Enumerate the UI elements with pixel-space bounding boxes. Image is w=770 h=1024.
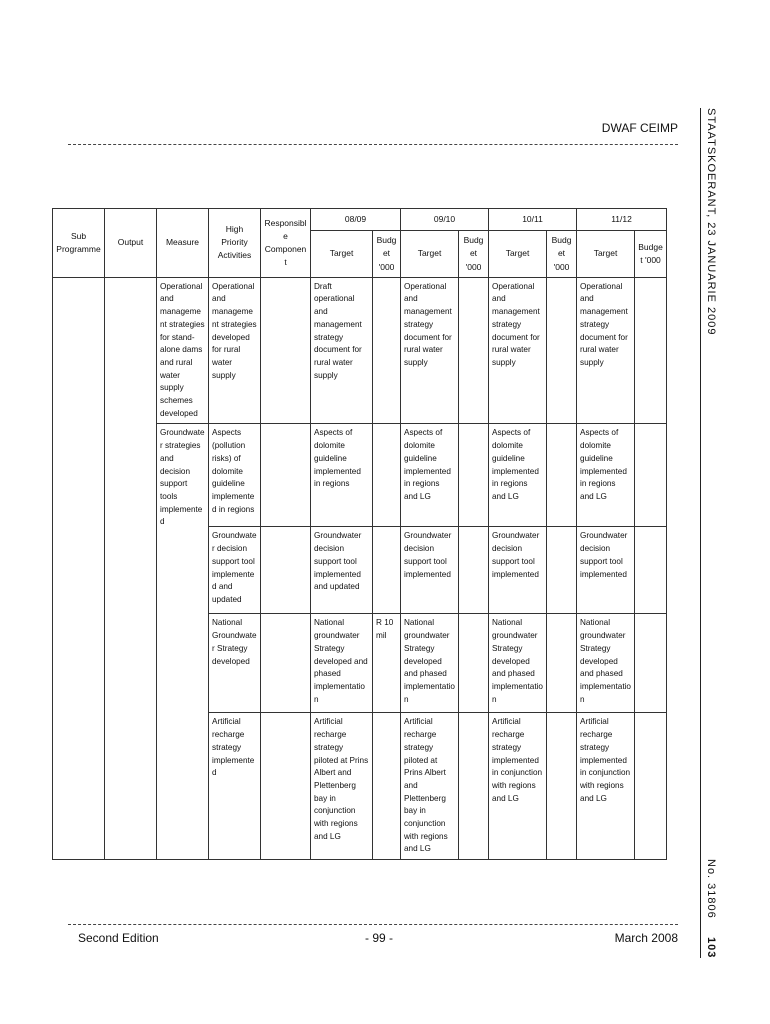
target-cell: Artificial recharge strategy implemented in conjunction with regions and LG bbox=[577, 713, 635, 860]
budget-cell bbox=[373, 277, 401, 424]
col-year-2: 09/10 bbox=[401, 209, 489, 231]
budget-cell bbox=[635, 424, 667, 527]
col-component: Responsible Component bbox=[261, 209, 311, 278]
target-cell: Aspects of dolomite guideline implemented in regions and LG bbox=[489, 424, 547, 527]
budget-cell bbox=[635, 527, 667, 614]
activity-cell: Groundwater decision support tool implemented and updated bbox=[209, 527, 261, 614]
document-code: DWAF CEIMP bbox=[601, 121, 678, 135]
col-activities: High Priority Activities bbox=[209, 209, 261, 278]
target-cell: National groundwater Strategy developed and phased implementation bbox=[489, 614, 547, 713]
budget-cell bbox=[459, 713, 489, 860]
footer-date: March 2008 bbox=[614, 931, 678, 945]
budget-cell bbox=[547, 277, 577, 424]
component-cell bbox=[261, 277, 311, 424]
table-row bbox=[53, 277, 667, 424]
measure-cell: Operational and management strategies for stand-alone dams and rural water supply schemes developed bbox=[157, 277, 209, 424]
budget-cell bbox=[459, 424, 489, 527]
target-cell: Groundwater decision support tool implemented and updated bbox=[311, 527, 373, 614]
header-row bbox=[53, 209, 667, 231]
target-cell: Artificial recharge strategy piloted at Prins Albert and Plettenberg bay in conjunction with regions and LG bbox=[401, 713, 459, 860]
col-target-4: Target bbox=[577, 231, 635, 278]
activity-cell: Operational and management strategies developed for rural water supply bbox=[209, 277, 261, 424]
budget-cell bbox=[373, 713, 401, 860]
component-cell bbox=[261, 614, 311, 713]
gazette-sidebar bbox=[700, 108, 722, 958]
target-cell: Operational and management strategy document for rural water supply bbox=[489, 277, 547, 424]
target-cell: Groundwater decision support tool implemented bbox=[577, 527, 635, 614]
budget-cell bbox=[635, 713, 667, 860]
component-cell bbox=[261, 713, 311, 860]
budget-cell: R 10 mil bbox=[373, 614, 401, 713]
output-cell bbox=[105, 277, 157, 859]
target-cell: National groundwater Strategy developed and phased implementation bbox=[577, 614, 635, 713]
component-cell bbox=[261, 527, 311, 614]
budget-cell bbox=[459, 614, 489, 713]
gazette-title: STAATSKOERANT, 23 JANUARIE 2009 bbox=[705, 108, 717, 336]
budget-cell bbox=[373, 527, 401, 614]
col-sub-programme: Sub Programme bbox=[53, 209, 105, 278]
col-target-1: Target bbox=[311, 231, 373, 278]
col-year-1: 08/09 bbox=[311, 209, 401, 231]
budget-cell bbox=[547, 614, 577, 713]
budget-cell bbox=[635, 277, 667, 424]
target-cell: Draft operational and management strategy document for rural water supply bbox=[311, 277, 373, 424]
footer-page-number: - 99 - bbox=[365, 931, 394, 945]
budget-cell bbox=[547, 527, 577, 614]
col-budget-4: Budget '000 bbox=[635, 231, 667, 278]
budget-cell bbox=[635, 614, 667, 713]
col-target-2: Target bbox=[401, 231, 459, 278]
budget-cell bbox=[547, 424, 577, 527]
footer-divider bbox=[68, 924, 678, 925]
col-year-4: 11/12 bbox=[577, 209, 667, 231]
gazette-issue: No. 31806 bbox=[705, 858, 717, 919]
target-cell: Groundwater decision support tool implemented bbox=[401, 527, 459, 614]
gazette-page: 103 bbox=[705, 936, 717, 958]
component-cell bbox=[261, 424, 311, 527]
col-target-3: Target bbox=[489, 231, 547, 278]
target-cell: Groundwater decision support tool implemented bbox=[489, 527, 547, 614]
footer-edition: Second Edition bbox=[78, 931, 159, 945]
budget-cell bbox=[547, 713, 577, 860]
target-cell: Aspects of dolomite guideline implemented in regions and LG bbox=[401, 424, 459, 527]
sub-programme-cell bbox=[53, 277, 105, 859]
target-cell: Artificial recharge strategy implemented in conjunction with regions and LG bbox=[489, 713, 547, 860]
col-output: Output bbox=[105, 209, 157, 278]
target-cell: Aspects of dolomite guideline implemented in regions bbox=[311, 424, 373, 527]
target-cell: Artificial recharge strategy piloted at Prins Albert and Plettenberg bay in conjunction with regions and LG bbox=[311, 713, 373, 860]
target-cell: Operational and management strategy document for rural water supply bbox=[401, 277, 459, 424]
measure-cell: Groundwater strategies and decision support tools implemented bbox=[157, 424, 209, 860]
activity-cell: Aspects (pollution risks) of dolomite guideline implemented in regions bbox=[209, 424, 261, 527]
col-budget-1: Budget '000 bbox=[373, 231, 401, 278]
col-year-3: 10/11 bbox=[489, 209, 577, 231]
budget-cell bbox=[459, 277, 489, 424]
budget-cell bbox=[459, 527, 489, 614]
col-budget-3: Budget '000 bbox=[547, 231, 577, 278]
header-divider bbox=[68, 144, 678, 145]
col-budget-2: Budget '000 bbox=[459, 231, 489, 278]
strategy-table bbox=[52, 208, 667, 860]
budget-cell bbox=[373, 424, 401, 527]
col-measure: Measure bbox=[157, 209, 209, 278]
activity-cell: National Groundwater Strategy developed bbox=[209, 614, 261, 713]
target-cell: Aspects of dolomite guideline implemented in regions and LG bbox=[577, 424, 635, 527]
target-cell: National groundwater Strategy developed and phased implementation bbox=[311, 614, 373, 713]
target-cell: National groundwater Strategy developed and phased implementation bbox=[401, 614, 459, 713]
target-cell: Operational and management strategy document for rural water supply bbox=[577, 277, 635, 424]
activity-cell: Artificial recharge strategy implemented bbox=[209, 713, 261, 860]
